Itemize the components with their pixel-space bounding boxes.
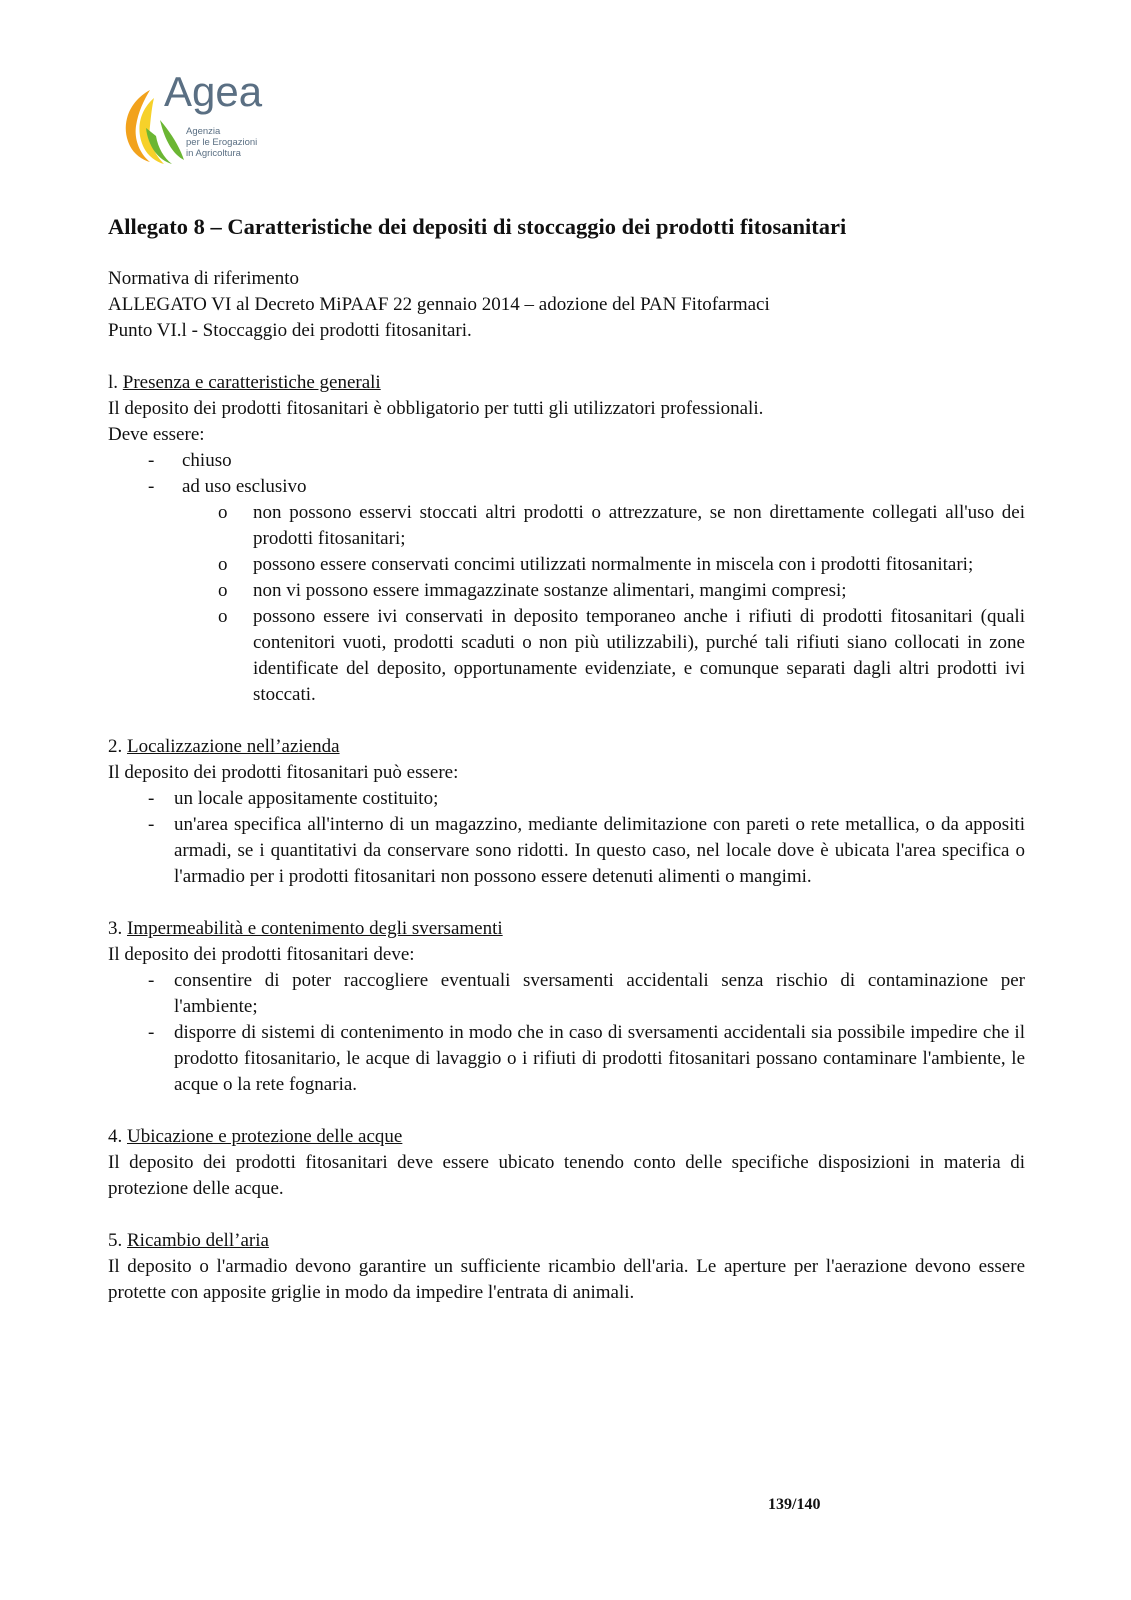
sub-list-item: o possono essere conservati concimi utilizzati normalmente in miscela con i prodotti fitosanitari;: [218, 554, 974, 575]
section-2-heading: [108, 734, 1025, 760]
section-number: l.: [108, 372, 119, 393]
section-2-intro: Il deposito dei prodotti fitosanitari può essere:: [108, 762, 459, 783]
sub-list-item: o possono essere ivi conservati in deposito temporaneo anche i rifiuti di prodotti fitosanitari (quali contenitori vuoti, prodotti scaduti o non più utilizzabili), purché tali rifiuti siano collocati in zone identificate del deposito, opportunamente evidenziate, e comunque separati dagli altri prodotti ivi stoccati.: [218, 606, 1025, 705]
section-1-intro: Il deposito dei prodotti fitosanitari è obbligatorio per tutti gli utilizzatori professionali.: [108, 398, 764, 419]
logo-wordmark: Agea: [164, 68, 263, 115]
logo-sub-line: in Agricoltura: [186, 148, 241, 159]
section-number: 5.: [108, 1230, 123, 1251]
section-title: Localizzazione nell’azienda: [127, 736, 340, 757]
section-3-heading: [108, 916, 1025, 942]
list-item: - un locale appositamente costituito;: [148, 788, 439, 809]
page-number: 139/140: [768, 1496, 821, 1513]
ref-label: Normativa di riferimento: [108, 268, 299, 289]
section-title: Ubicazione e protezione delle acque: [127, 1126, 403, 1147]
section-4-heading: [108, 1124, 1025, 1150]
logo-sub-line: per le Erogazioni: [186, 137, 258, 148]
section-1-heading: [108, 370, 1025, 396]
document-body: [108, 212, 1025, 1306]
sub-list-item: o non possono esservi stoccati altri prodotti o attrezzature, se non direttamente collegati all'uso dei prodotti fitosanitari;: [218, 502, 1025, 549]
section-title: Ricambio dell’aria: [127, 1230, 269, 1251]
section-number: 2.: [108, 736, 123, 757]
document-title: Allegato 8 – Caratteristiche dei depositi di stoccaggio dei prodotti fitosanitari: [108, 214, 847, 239]
list-item: - disporre di sistemi di contenimento in modo che in caso di sversamenti accidentali sia possibile impedire che il prodotto fitosanitario, le acque di lavaggio o i rifiuti di prodotti fitosanitari possano contaminare l'ambiente, le acque o la rete fognaria.: [148, 1022, 1025, 1095]
section-5-body: Il deposito o l'armadio devono garantire un sufficiente ricambio dell'aria. Le aperture per l'aerazione devono essere protette con apposite griglie in modo da impedire l'entrata di animali.: [108, 1256, 1025, 1303]
section-number: 3.: [108, 918, 123, 939]
section-1-lead: Deve essere:: [108, 424, 205, 445]
list-item: - ad uso esclusivo: [148, 476, 307, 497]
list-item: - un'area specifica all'interno di un magazzino, mediante delimitazione con pareti o rete metallica, o da appositi armadi, se i quantitativi da conservare sono ridotti. In questo caso, nel locale dove è ubicata l'area specifica o l'armadio per i prodotti fitosanitari non possono essere detenuti alimenti o mangimi.: [148, 814, 1025, 887]
section-5-heading: [108, 1228, 1025, 1254]
section-title: Impermeabilità e contenimento degli sversamenti: [127, 918, 503, 939]
list-item: - consentire di poter raccogliere eventuali sversamenti accidentali senza rischio di contaminazione per l'ambiente;: [148, 970, 1025, 1017]
section-number: 4.: [108, 1126, 123, 1147]
section-title: Presenza e caratteristiche generali: [122, 372, 381, 393]
section-4-body: Il deposito dei prodotti fitosanitari deve essere ubicato tenendo conto delle specifiche disposizioni in materia di protezione delle acque.: [108, 1152, 1025, 1199]
ref-decree: ALLEGATO VI al Decreto MiPAAF 22 gennaio 2014 – adozione del PAN Fitofarmaci: [108, 294, 770, 315]
logo-sub-line: Agenzia: [186, 126, 221, 137]
ref-point: Punto VI.l - Stoccaggio dei prodotti fitosanitari.: [108, 320, 472, 341]
sub-list-item: o non vi possono essere immagazzinate sostanze alimentari, mangimi compresi;: [218, 580, 847, 601]
section-3-intro: Il deposito dei prodotti fitosanitari deve:: [108, 944, 415, 965]
list-item: - chiuso: [148, 450, 232, 471]
logo-subtitle: [186, 126, 257, 159]
agea-logo: [120, 68, 290, 178]
